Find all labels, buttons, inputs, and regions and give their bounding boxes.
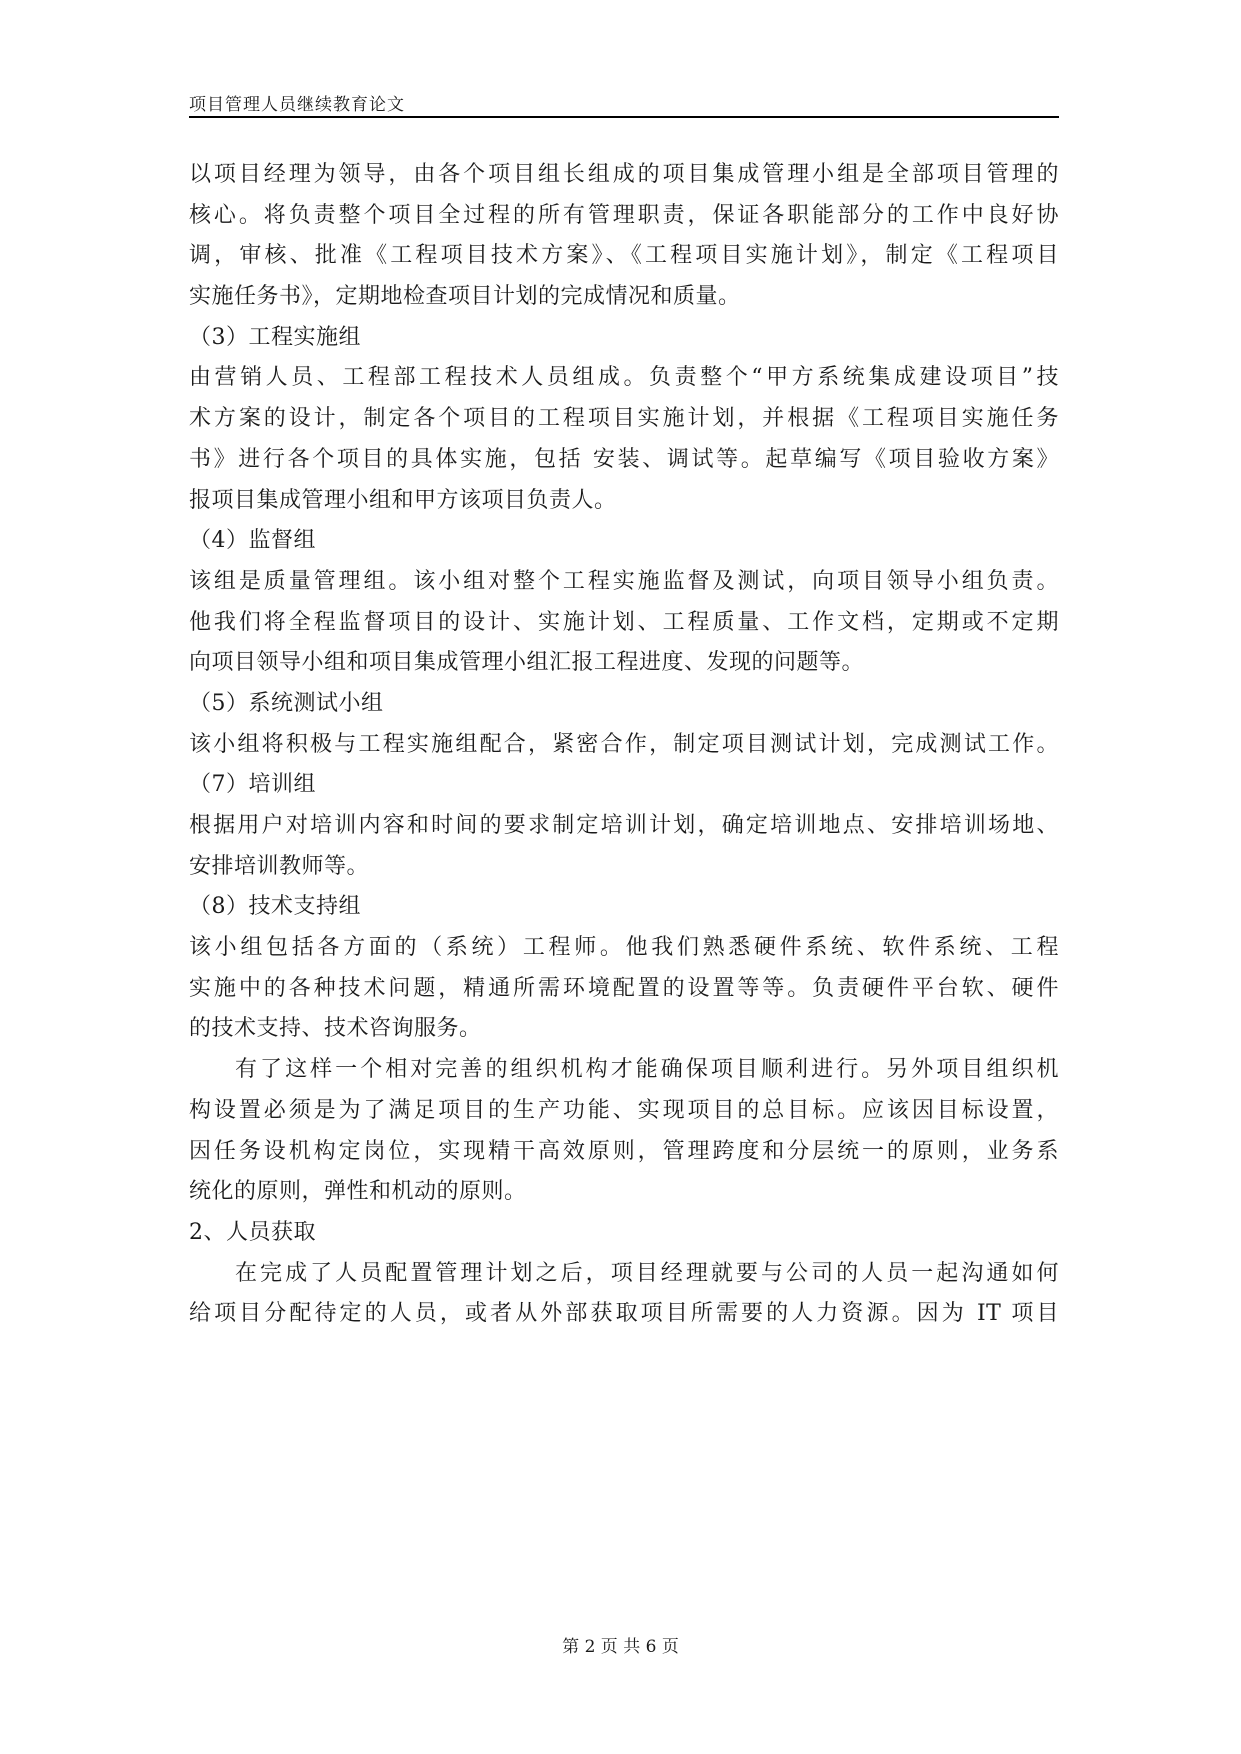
text-line: 统化的原则，弹性和机动的原则。 — [189, 1179, 527, 1205]
page-header — [189, 84, 1059, 118]
text-line: 他我们将全程监督项目的设计、实施计划、工程质量、工作文档，定期或不定期 — [189, 609, 1059, 635]
text-line: 由营销人员、工程部工程技术人员组成。负责整个“甲方系统集成建设项目”技 — [189, 365, 1059, 391]
text-line: 核心。将负责整个项目全过程的所有管理职责，保证各职能部分的工作中良好协 — [189, 202, 1059, 228]
text-line: 报项目集成管理小组和甲方该项目负责人。 — [189, 487, 617, 513]
text-line: 该组是质量管理组。该小组对整个工程实施监督及测试，向项目领导小组负责。 — [189, 568, 1059, 594]
text-line: 向项目领导小组和项目集成管理小组汇报工程进度、发现的问题等。 — [189, 650, 865, 676]
text-line: 有了这样一个相对完善的组织机构才能确保项目顺利进行。另外项目组织机 — [235, 1057, 1059, 1083]
header-title: 项目管理人员继续教育论文 — [189, 95, 405, 115]
text-line: 给项目分配待定的人员，或者从外部获取项目所需要的人力资源。因为 IT 项目 — [189, 1301, 1059, 1327]
text-line: 的技术支持、技术咨询服务。 — [189, 1016, 482, 1042]
text-line: 因任务设机构定岗位，实现精干高效原则，管理跨度和分层统一的原则，业务系 — [189, 1138, 1059, 1164]
text-line: 调，审核、批准《工程项目技术方案》、《工程项目实施计划》，制定《工程项目 — [189, 243, 1059, 269]
text-line: （7）培训组 — [189, 772, 316, 798]
text-line: 术方案的设计，制定各个项目的工程项目实施计划，并根据《工程项目实施任务 — [189, 406, 1059, 432]
text-line: 该小组包括各方面的（系统）工程师。他我们熟悉硬件系统、软件系统、工程 — [189, 935, 1059, 961]
text-line: 构设置必须是为了满足项目的生产功能、实现项目的总目标。应该因目标设置， — [189, 1097, 1059, 1123]
text-line: （5）系统测试小组 — [189, 690, 384, 716]
text-line: 在完成了人员配置管理计划之后，项目经理就要与公司的人员一起沟通如何 — [235, 1260, 1059, 1286]
document-body — [189, 155, 1059, 1335]
text-line: （8）技术支持组 — [189, 894, 361, 920]
text-line: 根据用户对培训内容和时间的要求制定培训计划，确定培训地点、安排培训场地、 — [189, 813, 1059, 838]
page-footer: 第 2 页 共 6 页 — [562, 1637, 679, 1657]
text-line: 书》进行各个项目的具体实施，包括 安装、调试等。起草编写《项目验收方案》 — [189, 446, 1059, 472]
text-line: 实施中的各种技术问题，精通所需环境配置的设置等等。负责硬件平台软、硬件 — [189, 975, 1059, 1001]
text-line: 以项目经理为领导，由各个项目组长组成的项目集成管理小组是全部项目管理的 — [189, 162, 1059, 187]
text-line: （3）工程实施组 — [189, 324, 361, 350]
text-line: 该小组将积极与工程实施组配合，紧密合作，制定项目测试计划，完成测试工作。 — [189, 731, 1059, 757]
text-line: 2、人员获取 — [189, 1219, 316, 1245]
text-line: 安排培训教师等。 — [189, 853, 370, 879]
text-line: 实施任务书》，定期地检查项目计划的完成情况和质量。 — [189, 284, 741, 310]
text-line: （4）监督组 — [189, 528, 316, 554]
